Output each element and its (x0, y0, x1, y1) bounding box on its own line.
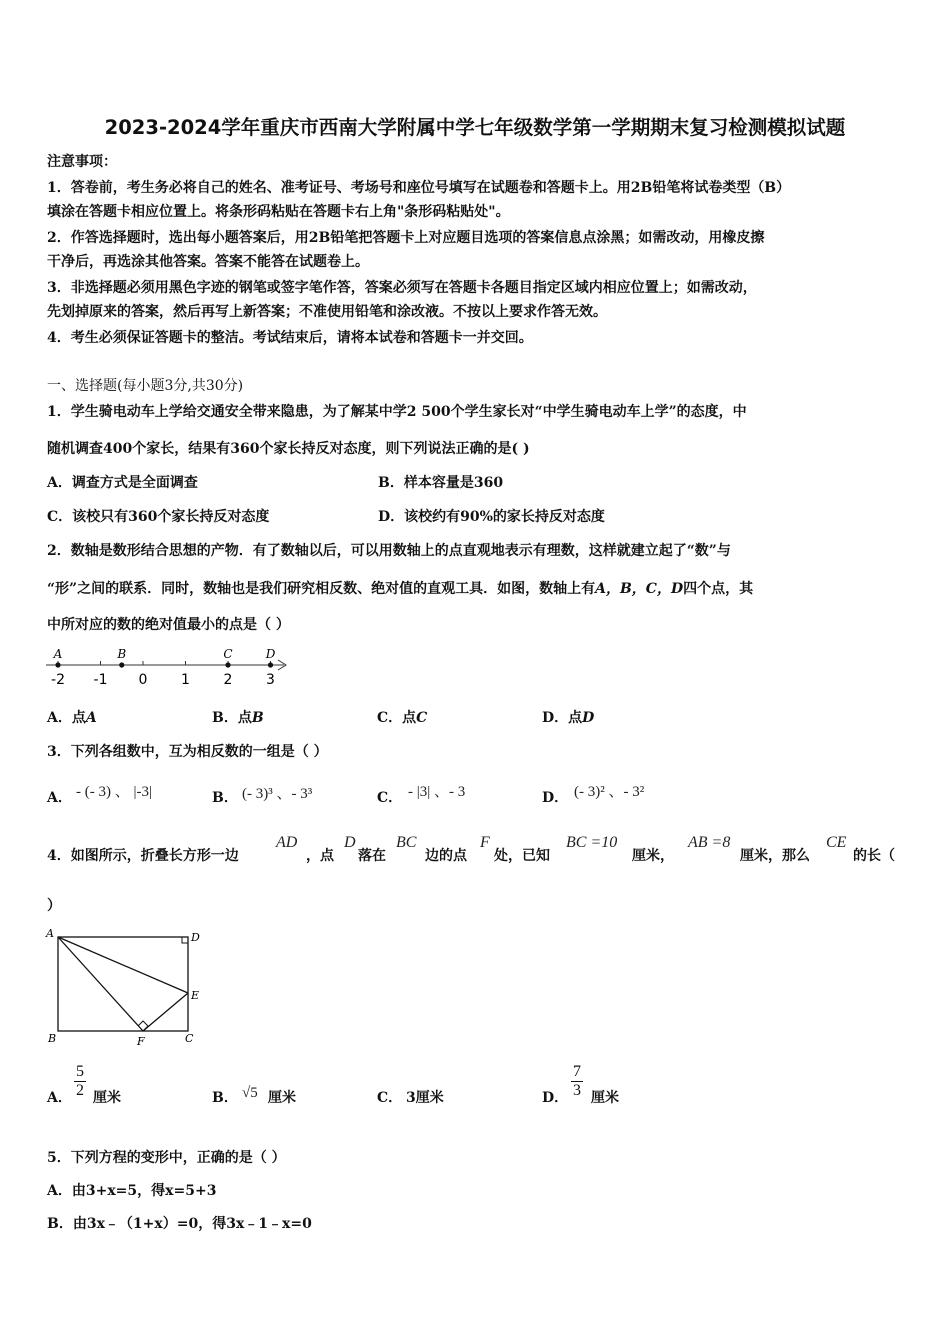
number-line-tick-label: 0 (138, 672, 148, 688)
q4-option-b-label: B． (212, 1090, 238, 1106)
q4-option-a-fraction: $\frac{5}{2}$ (76, 1063, 84, 1099)
q4-math-d: D (344, 834, 356, 851)
segment-fe (143, 993, 188, 1031)
label-f: F (137, 1035, 145, 1048)
right-angle-f (138, 1021, 148, 1031)
number-line-tick-label: 2 (223, 672, 233, 688)
number-line-figure (40, 640, 300, 690)
q4-option-c-label: C． (377, 1090, 403, 1106)
label-e: E (191, 989, 200, 1002)
q3-option-b-expr: (- 3)³ 、- 3³ (242, 786, 313, 802)
q4-stem-part4: 边的点 (425, 848, 467, 864)
q2-option-d: D．点D (542, 710, 595, 726)
q4-option-d-label: D． (542, 1090, 569, 1106)
q4-stem-part3: 落在 (358, 848, 386, 864)
notice-line-2: 填涂在答题卡相应位置上。将条形码粘贴在答题卡右上角"条形码粘贴处"。 (47, 204, 510, 220)
q3-stem: 3．下列各组数中，互为相反数的一组是（ ） (47, 744, 328, 760)
q1-option-b: B．样本容量是360 (378, 475, 504, 491)
q1-option-c: C．该校只有360个家长持反对态度 (47, 509, 270, 525)
q4-option-b-expr: √5 (242, 1085, 258, 1101)
q3-option-d-expr: (- 3)² 、- 3² (574, 784, 645, 800)
q2-stem-line3: 中所对应的数的绝对值最小的点是（ ） (47, 617, 290, 633)
number-line-point-label: A (53, 647, 63, 661)
q5-option-a: A．由3+x=5，得x=5+3 (47, 1183, 217, 1199)
number-line-tick-label: 3 (266, 672, 275, 688)
number-line-tick-label: -1 (93, 672, 108, 688)
q4-option-d-unit: 厘米 (591, 1090, 619, 1106)
notice-line-3: 2．作答选择题时，选出每小题答案后，用2B铅笔把答题卡上对应题目选项的答案信息点涂黑；如需改动，用橡皮擦 (47, 230, 765, 246)
q4-math-ad: AD (276, 834, 298, 851)
q4-stem-part2: ，点 (306, 848, 334, 864)
q3-option-c-expr: - |3| 、- 3 (408, 784, 466, 800)
label-b: B (48, 1032, 57, 1045)
q4-math-bc10: BC =10 (566, 834, 618, 851)
number-line-point-c (225, 662, 230, 667)
number-line-point-label: D (265, 647, 276, 661)
folded-rectangle-figure (40, 920, 220, 1055)
number-line-point-b (119, 662, 124, 667)
q4-option-b-unit: 厘米 (268, 1090, 296, 1106)
q4-option-a-unit: 厘米 (93, 1090, 121, 1106)
page-title: 2023-2024学年重庆市西南大学附属中学七年级数学第一学期期末复习检测模拟试题 (104, 116, 846, 139)
q4-math-bc: BC (396, 834, 417, 851)
q3-option-a-expr: - (- 3) 、 |-3| (76, 784, 152, 800)
right-angle-d (182, 937, 188, 943)
q2-option-a: A．点A (47, 710, 97, 726)
q3-option-c-label: C． (377, 790, 403, 806)
q2-option-c: C．点C (377, 710, 428, 726)
notice-line-6: 先划掉原来的答案，然后再写上新答案；不准使用铅笔和涂改液。不按以上要求作答无效。 (47, 304, 607, 320)
q4-option-a-label: A． (47, 1090, 72, 1106)
q3-option-d-label: D． (542, 790, 569, 806)
q4-math-ab8: AB =8 (688, 834, 731, 851)
notice-heading: 注意事项： (47, 154, 117, 170)
q4-stem-part1: 4．如图所示，折叠长方形一边 (47, 848, 239, 864)
q1-option-a: A．调查方式是全面调查 (47, 475, 198, 491)
number-line-point-d (268, 662, 273, 667)
q4-stem-part7: 厘米，那么 (740, 848, 810, 864)
label-a: A (46, 927, 54, 940)
notice-line-4: 干净后，再选涂其他答案。答案不能答在试题卷上。 (47, 254, 369, 270)
section-heading: 一、选择题(每小题3分,共30分) (47, 378, 244, 394)
q2-stem-line1: 2．数轴是数形结合思想的产物．有了数轴以后，可以用数轴上的点直观地表示有理数，这样就建立起了“数”与 (47, 543, 731, 559)
segment-ae (58, 937, 188, 993)
q1-stem-line2: 随机调查400个家长，结果有360个家长持反对态度，则下列说法正确的是( ) (47, 441, 530, 457)
q4-stem-part8: 的长（ (853, 848, 895, 864)
notice-line-7: 4．考生必须保证答题卡的整洁。考试结束后，请将本试卷和答题卡一并交回。 (47, 330, 533, 346)
q4-stem-close: ） (47, 898, 61, 914)
label-c: C (185, 1032, 194, 1045)
q5-stem: 5．下列方程的变形中，正确的是（ ） (47, 1150, 286, 1166)
segment-af (58, 937, 143, 1031)
q5-option-b: B．由3x﹣（1+x）=0，得3x﹣1﹣x=0 (47, 1216, 312, 1232)
q2-stem-line2: “形”之间的联系．同时，数轴也是我们研究相反数、绝对值的直观工具．如图，数轴上有A，B，C，D四个点，其 (47, 581, 754, 597)
q3-option-b-label: B． (212, 790, 238, 806)
q1-stem-line1: 1．学生骑电动车上学给交通安全带来隐患，为了解某中学2 500个学生家长对“中学生骑电动车上学”的态度，中 (47, 404, 747, 420)
label-d: D (191, 931, 200, 944)
number-line-tick-label: -2 (51, 672, 65, 688)
q3-option-a-label: A． (47, 790, 72, 806)
number-line-point-a (55, 662, 60, 667)
q4-math-ce: CE (826, 834, 847, 851)
q4-math-f: F (480, 834, 490, 851)
q4-option-d-fraction: $\frac{7}{3}$ (573, 1063, 581, 1099)
notice-line-5: 3．非选择题必须用黑色字迹的钢笔或签字笔作答，答案必须写在答题卡各题目指定区域内相应位置上；如需改动， (47, 280, 757, 296)
q4-stem-part5: 处，已知 (494, 848, 550, 864)
q2-option-b: B．点B (212, 710, 264, 726)
q4-stem-part6: 厘米， (632, 848, 674, 864)
number-line-tick-label: 1 (181, 672, 190, 688)
notice-line-1: 1．答卷前，考生务必将自己的姓名、准考证号、考场号和座位号填写在试题卷和答题卡上。用2B铅笔将试卷类型（B） (47, 180, 791, 196)
number-line-point-label: C (223, 647, 233, 661)
number-line-point-label: B (117, 647, 127, 661)
q4-option-c-text: 3厘米 (406, 1090, 444, 1106)
q1-option-d: D．该校约有90%的家长持反对态度 (378, 509, 605, 525)
